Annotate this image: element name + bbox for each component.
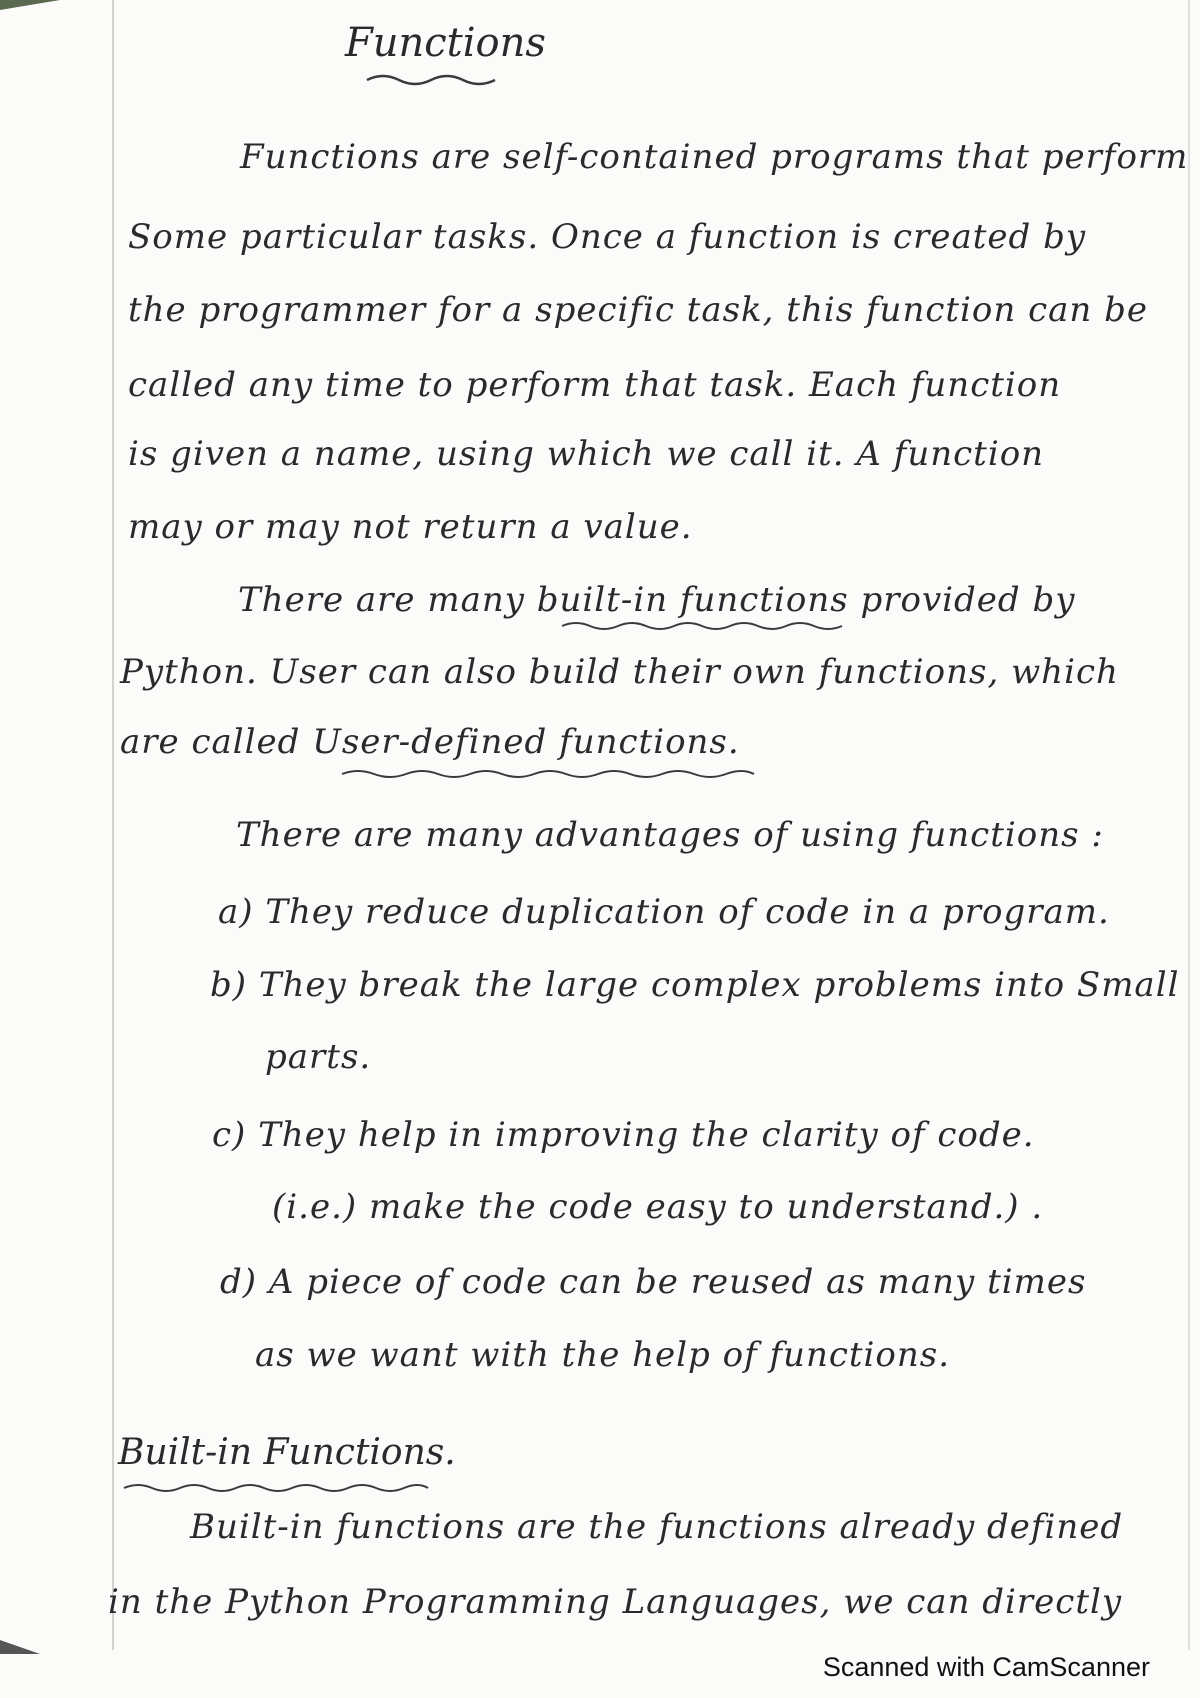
- scanner-watermark: Scanned with CamScanner: [822, 1652, 1150, 1682]
- advantage-item: d) A piece of code can be reused as many times: [220, 1262, 1087, 1302]
- advantage-item: a) They reduce duplication of code in a program.: [218, 892, 1110, 932]
- paragraph2-line: are called User-defined functions.: [120, 722, 740, 762]
- page-corner-shadow: [0, 0, 60, 10]
- advantages-intro: There are many advantages of using functions :: [236, 815, 1104, 855]
- title-underline: [365, 72, 505, 86]
- paragraph1-line: may or may not return a value.: [128, 507, 693, 547]
- section2-line: Built-in functions are the functions already defined: [190, 1507, 1124, 1547]
- built-in-functions-underline: [560, 618, 850, 632]
- paragraph2-line: There are many built-in functions provided by: [238, 580, 1076, 620]
- page-corner-shadow-bottom: [0, 1640, 40, 1654]
- advantage-item: c) They help in improving the clarity of code.: [212, 1115, 1035, 1155]
- advantage-item: b) They break the large complex problems into Small: [210, 965, 1180, 1005]
- advantage-item-continued: as we want with the help of functions.: [255, 1335, 951, 1375]
- section-heading: Built-in Functions.: [118, 1432, 456, 1473]
- paragraph1-line: the programmer for a specific task, this function can be: [128, 290, 1149, 330]
- user-defined-functions-underline: [340, 766, 760, 780]
- page-edge: [1188, 0, 1190, 1650]
- section2-line: in the Python Programming Languages, we can directly: [108, 1582, 1123, 1622]
- advantage-item-continued: parts.: [265, 1037, 372, 1077]
- advantage-item-continued: (i.e.) make the code easy to understand.) .: [272, 1187, 1044, 1227]
- section-heading-underline: [122, 1480, 432, 1494]
- margin-line: [112, 0, 114, 1650]
- paragraph1-line: Some particular tasks. Once a function is created by: [128, 217, 1087, 257]
- paragraph1-line: Functions are self-contained programs that perform: [240, 137, 1189, 177]
- paragraph2-line: Python. User can also build their own functions, which: [120, 652, 1119, 692]
- paragraph1-line: called any time to perform that task. Each function: [128, 365, 1062, 405]
- page-title: Functions: [345, 20, 546, 66]
- paragraph1-line: is given a name, using which we call it. A function: [128, 434, 1045, 474]
